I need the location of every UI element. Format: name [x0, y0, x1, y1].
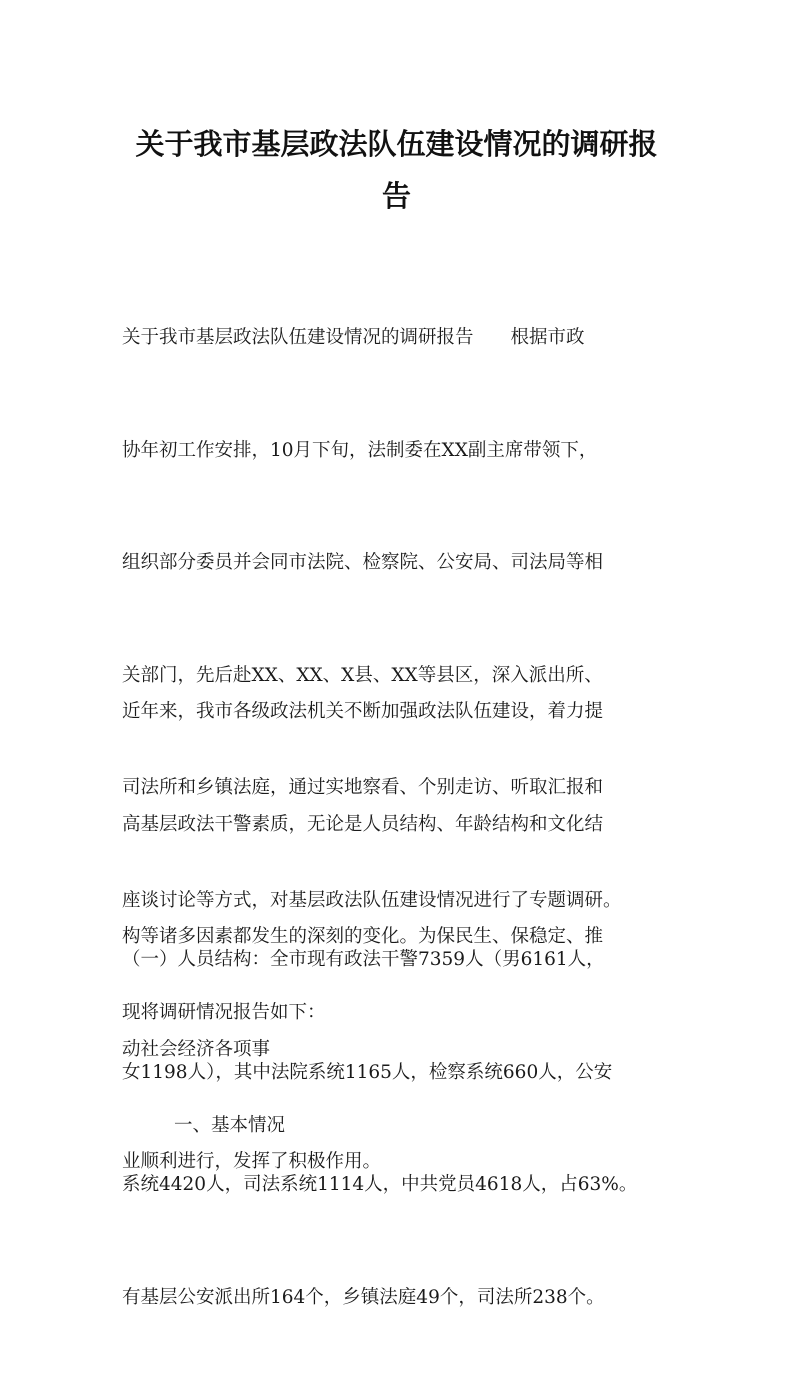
text-line: 关部门，先后赴XX、XX、X县、XX等县区，深入派出所、	[122, 664, 603, 686]
section-heading: 一、基本情况	[174, 1114, 286, 1136]
text-line: 业顺利进行，发挥了积极作用。	[122, 1151, 382, 1172]
text-line: 近年来，我市各级政法机关不断加强政法队伍建设，着力提	[122, 701, 604, 722]
text-line: 动社会经济各项事	[122, 1038, 271, 1060]
text-line: 协年初工作安排，10月下旬，法制委在XX副主席带领下，	[122, 439, 598, 461]
text-line: 组织部分委员并会同市法院、检察院、公安局、司法局等相	[122, 552, 604, 573]
text-line: 系统4420人，司法系统1114人，中共党员4618人，占63%。	[122, 1174, 638, 1195]
text-line: 座谈讨论等方式，对基层政法队伍建设情况进行了专题调研。	[122, 889, 622, 911]
document-title	[100, 118, 693, 222]
title-line: 告	[381, 179, 411, 213]
text-line: 司法所和乡镇法庭，通过实地察看、个别走访、听取汇报和	[122, 777, 604, 798]
text-line: 女1198人），其中法院系统1165人，检察系统660人，公安	[122, 1061, 613, 1083]
text-line: 高基层政法干警素质，无论是人员结构、年龄结构和文化结	[122, 813, 604, 835]
text-line: 有基层公安派出所164个，乡镇法庭49个，司法所238个。	[122, 1286, 605, 1308]
text-line: 关于我市基层政法队伍建设情况的调研报告 根据市政	[122, 327, 585, 348]
text-line: 构等诸多因素都发生的深刻的变化。为保民生、保稳定、推	[122, 926, 604, 947]
paragraph-personnel-structure	[122, 866, 682, 1391]
text-line: 现将调研情况报告如下：	[122, 1002, 326, 1023]
title-line: 关于我市基层政法队伍建设情况的调研报	[135, 127, 658, 161]
text-line: （一）人员结构：全市现有政法干警7359人（男6161人，	[122, 949, 605, 970]
